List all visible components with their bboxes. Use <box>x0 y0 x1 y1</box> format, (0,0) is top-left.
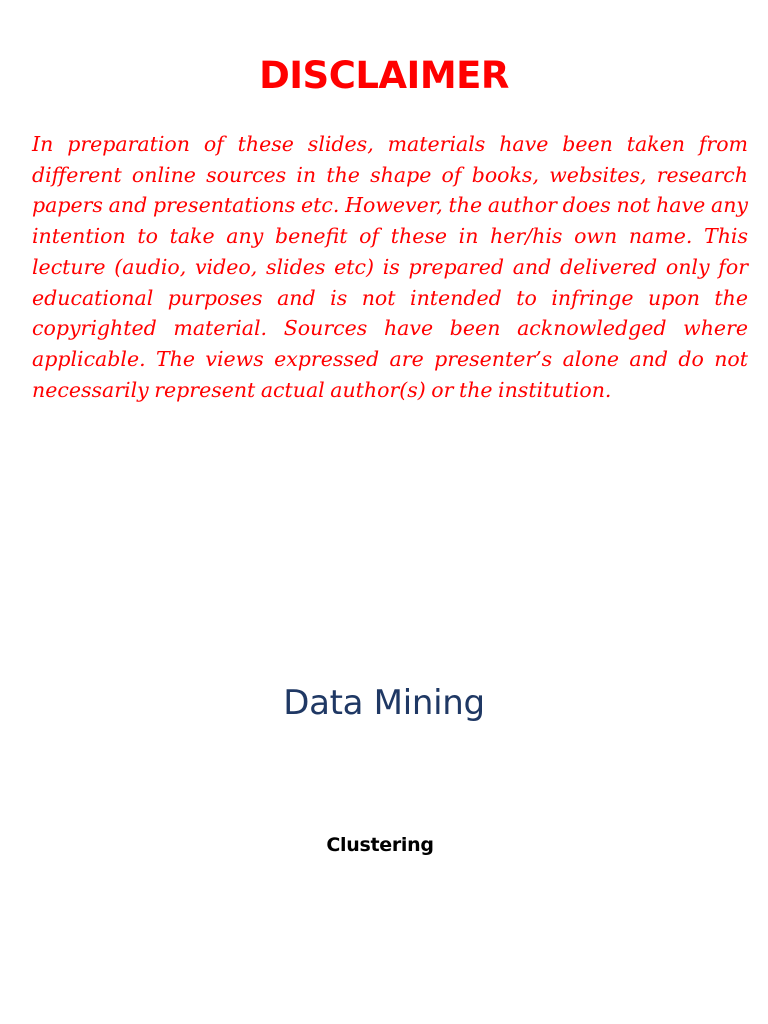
slide-title: Data Mining <box>283 683 485 723</box>
slide-subtitle: Clustering <box>326 834 434 856</box>
disclaimer-heading: DISCLAIMER <box>259 54 509 97</box>
disclaimer-text: In preparation of these slides, materials have been taken from different online sources in the shape of books, websites, research papers and presentations etc. However, the author does not have any intention to take any benefit of these in her/his own name. This lecture (audio, video, slides etc) is prepared and delivered only for educational purposes and is not intended to infringe upon the copyrighted material. Sources have been acknowledged where applicable. The views expressed are presenter’s alone and do not necessarily represent actual author(s) or the institution. <box>32 132 748 402</box>
